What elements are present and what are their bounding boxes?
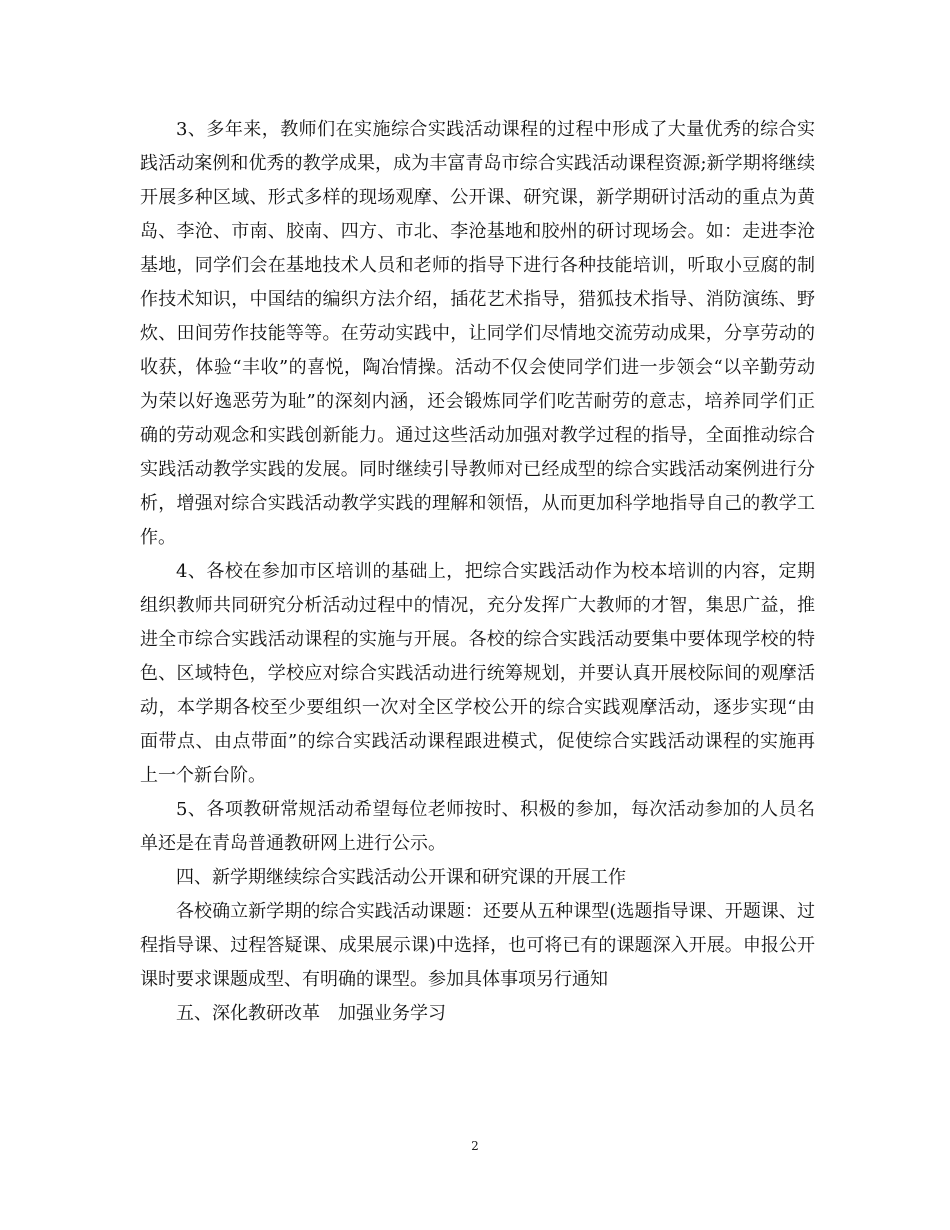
page-number: 2 bbox=[471, 1139, 479, 1153]
section-five-heading: 五、深化教研改革 加强业务学习 bbox=[176, 1003, 446, 1024]
section-four-paragraph: 各校确立新学期的综合实践活动课题：还要从五种课型(选题指导课、开题课、过程指导课、过程答疑课、成果展示课)中选择，也可将已有的课题深入开展。申报公开课时要求课题成型、有明确的课型。参加具体事项另行通知 bbox=[140, 901, 815, 990]
paragraph-item-5: 5、各项教研常规活动希望每位老师按时、积极的参加，每次活动参加的人员名单还是在青岛普通教研网上进行公示。 bbox=[140, 799, 815, 854]
paragraph-item-4: 4、各校在参加市区培训的基础上，把综合实践活动作为校本培训的内容，定期组织教师共同研究分析活动过程中的情况，充分发挥广大教师的才智，集思广益，推进全市综合实践活动课程的实施与开展。各校的综合实践活动要集中要体现学校的特色、区域特色，学校应对综合实践活动进行统筹规划，并要认真开展校际间的观摩活动，本学期各校至少要组织一次对全区学校公开的综合实践观摩活动，逐步实现“由面带点、由点带面”的综合实践活动课程跟进模式，促使综合实践活动课程的实施再上一个新台阶。 bbox=[140, 561, 815, 786]
paragraph-item-3: 3、多年来，教师们在实施综合实践活动课程的过程中形成了大量优秀的综合实践活动案例和优秀的教学成果，成为丰富青岛市综合实践活动课程资源;新学期将继续开展多种区域、形式多样的现场观摩、公开课、研究课，新学期研讨活动的重点为黄岛、李沧、市南、胶南、四方、市北、李沧基地和胶州的研讨现场会。如：走进李沧基地，同学们会在基地技术人员和老师的指导下进行各种技能培训，听取小豆腐的制作技术知识，中国结的编织方法介绍，插花艺术指导，猎狐技术指导、消防演练、野炊、田间劳作技能等等。在劳动实践中，让同学们尽情地交流劳动成果，分享劳动的收获，体验“丰收”的喜悦，陶冶情操。活动不仅会使同学们进一步领会“以辛勤劳动为荣以好逸恶劳为耻”的深刻内涵，还会锻炼同学们吃苦耐劳的意志，培养同学们正确的劳动观念和实践创新能力。通过这些活动加强对教学过程的指导，全面推动综合实践活动教学实践的发展。同时继续引导教师对已经成型的综合实践活动案例进行分析，增强对综合实践活动教学实践的理解和领悟，从而更加科学地指导自己的教学工作。 bbox=[140, 119, 815, 548]
document-body bbox=[140, 113, 815, 1031]
section-four-heading: 四、新学期继续综合实践活动公开课和研究课的开展工作 bbox=[176, 867, 626, 888]
